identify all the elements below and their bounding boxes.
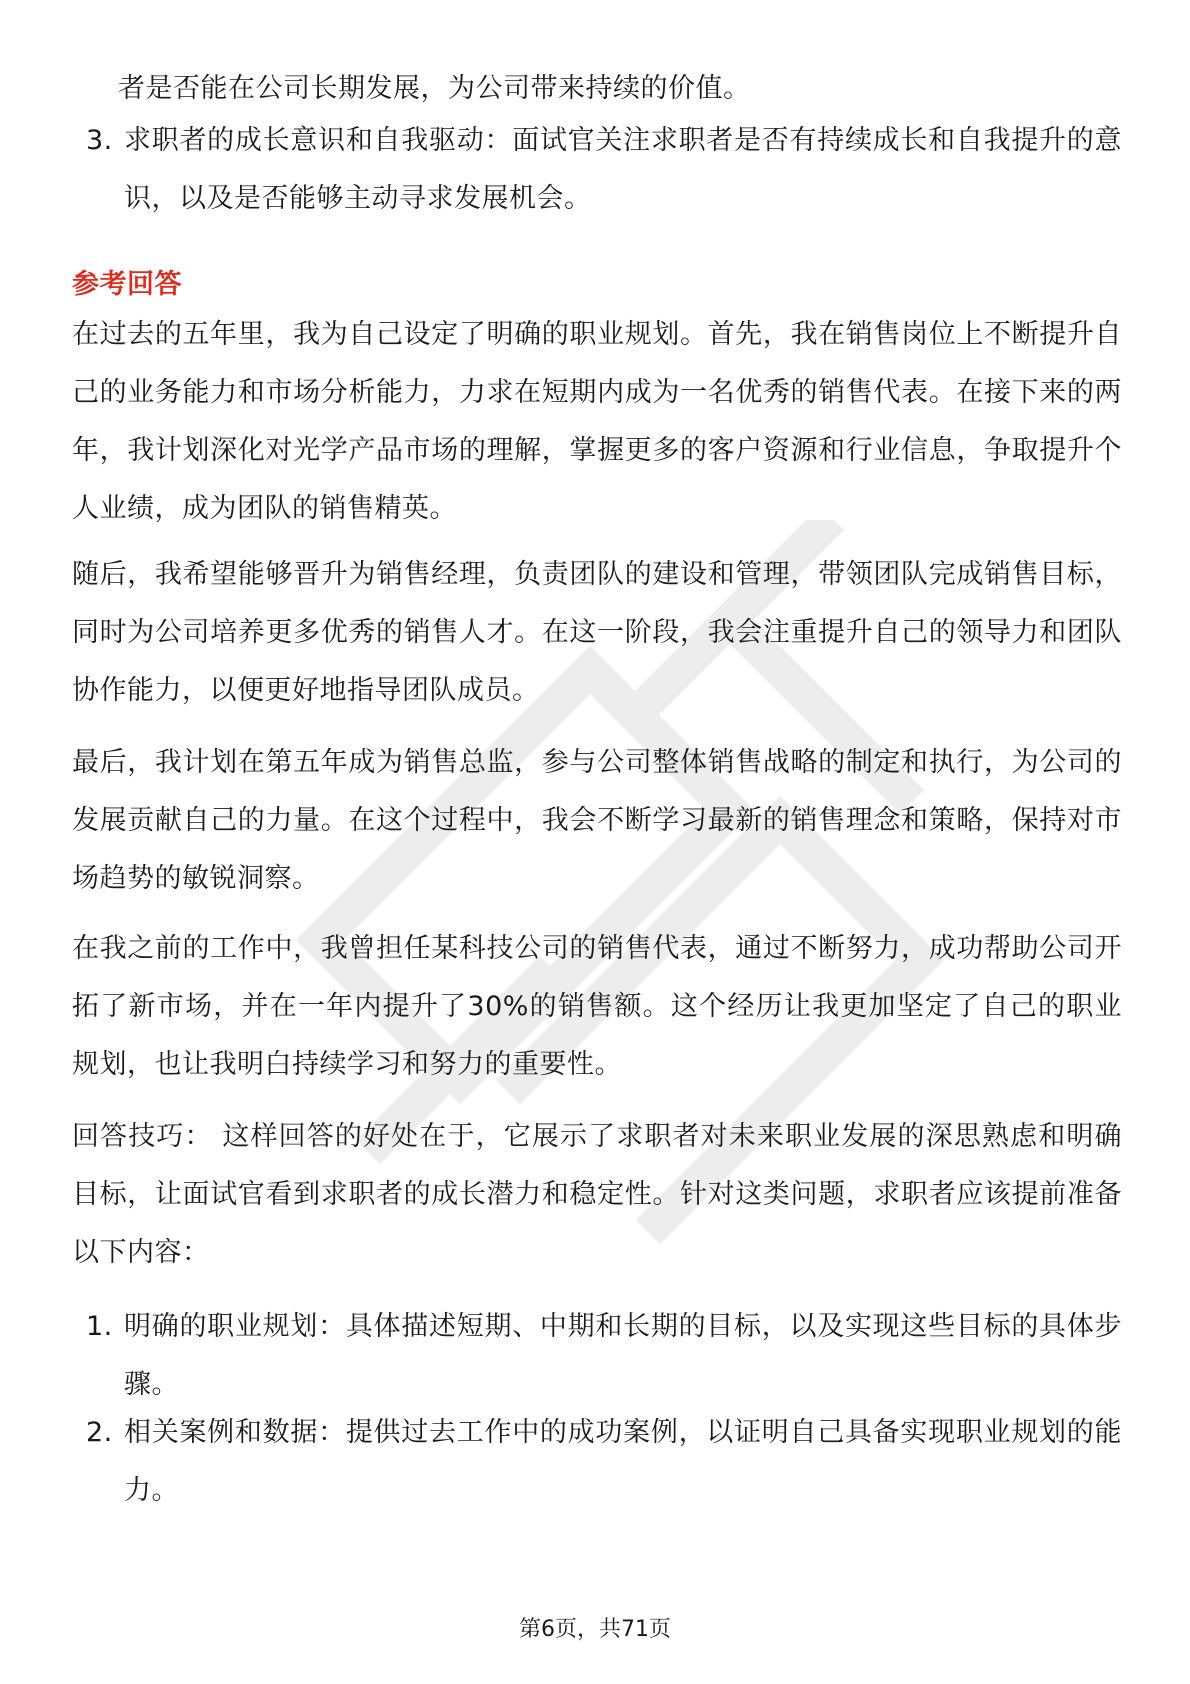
answer-tips-paragraph: 回答技巧： 这样回答的好处在于，它展示了求职者对未来职业发展的深思熟虑和明确目标，让面试官看到求职者的成长潜力和稳定性。针对这类问题，求职者应该提前准备以下内容： [72, 1121, 1122, 1268]
answer-paragraph-4: 在我之前的工作中，我曾担任某科技公司的销售代表，通过不断努力，成功帮助公司开拓了新市场，并在一年内提升了30%的销售额。这个经历让我更加坚定了自己的职业规划，也让我明白持续学习和努力的重要性。 [72, 933, 1122, 1080]
answer-paragraph-3: 最后，我计划在第五年成为销售总监，参与公司整体销售战略的制定和执行，为公司的发展贡献自己的力量。在这个过程中，我会不断学习最新的销售理念和策略，保持对市场趋势的敏锐洞察。 [72, 747, 1122, 894]
list-number: 3. [86, 125, 113, 156]
list-item-2 [72, 1404, 1122, 1520]
answer-paragraph-1: 在过去的五年里，我为自己设定了明确的职业规划。首先，我在销售岗位上不断提升自己的业务能力和市场分析能力，力求在短期内成为一名优秀的销售代表。在接下来的两年，我计划深化对光学产品市场的理解，掌握更多的客户资源和行业信息，争取提升个人业绩，成为团队的销售精英。 [72, 319, 1122, 524]
section-heading-reference-answer: 参考回答 [72, 269, 182, 300]
list-item-text: 明确的职业规划：具体描述短期、中期和长期的目标，以及实现这些目标的具体步骤。 [124, 1311, 1122, 1400]
list-item-1 [72, 1298, 1122, 1414]
list-number: 2. [86, 1417, 113, 1448]
list-item-text: 求职者的成长意识和自我驱动：面试官关注求职者是否有持续成长和自我提升的意识，以及是否能够主动寻求发展机会。 [124, 125, 1122, 214]
list-item-3 [72, 112, 1122, 228]
continued-list-text: 者是否能在公司长期发展，为公司带来持续的价值。 [118, 73, 751, 104]
list-item-text: 相关案例和数据：提供过去工作中的成功案例，以证明自己具备实现职业规划的能力。 [124, 1417, 1122, 1506]
answer-paragraph-2: 随后，我希望能够晋升为销售经理，负责团队的建设和管理，带领团队完成销售目标，同时为公司培养更多优秀的销售人才。在这一阶段，我会注重提升自己的领导力和团队协作能力，以便更好地指导团队成员。 [72, 559, 1122, 706]
page-footer: 第6页，共71页 [519, 1617, 671, 1642]
list-number: 1. [86, 1311, 113, 1342]
